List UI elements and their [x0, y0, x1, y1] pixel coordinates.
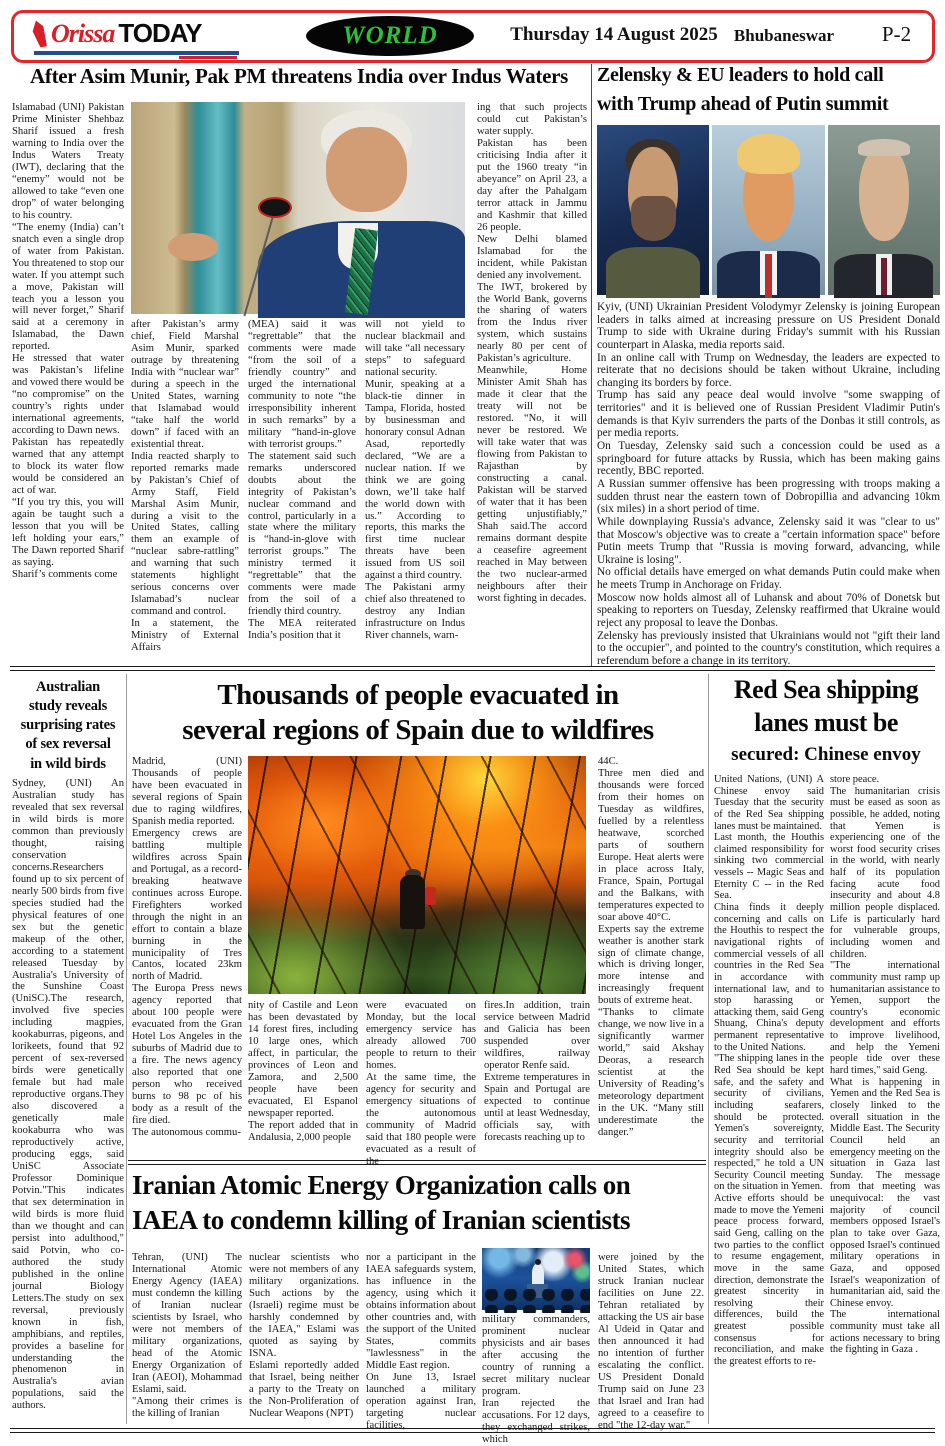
brand-name-italic: Orissa [51, 19, 115, 48]
page-number: P-2 [881, 22, 912, 46]
logo-underline [34, 51, 239, 55]
rule-bottom-section [10, 1428, 935, 1433]
logo-tagline-bar [179, 56, 237, 59]
audience-silhouettes [482, 1289, 590, 1313]
portrait-beard-shape [631, 196, 676, 240]
indus-column-1: Islamabad (UNI) Pakistan Prime Minister Shehbaz Sharif issued a fresh warning to India over the Indus Waters Treaty (IWT), declaring that the “enemy” would not be allowed to take “even one drop” of water belonging to his country. “The enemy (India) can’t snatch even a single drop of water from Pakistan. You threatened to stop our water. If you attempt such a move, Pakistan will teach you a lesson you will never forget,” Sharif said at a ceremony in Islamabad, the Dawn reported. He stressed that water was Pakistan’s lifeline and vowed there would be “no compromise” on the country’s rights under international agreements, according to Dawn news. Pakistan has repeatedly warned that any attempt to block its water flow would be considered an act of war. “If you try this, you will again be taught such a lesson that you will be left holding your ears,” The Dawn reported Sharif as saying. Sharif’s comments come [12, 102, 124, 580]
indus-column-2: after Pakistan’s army chief, Field Marshal Asim Munir, sparked outrage by threatening India with “nuclear war” during a speech in the United States, warning that Islamabad would “take half the world down” if faced with an existential threat. India reacted sharply to reported remarks made by Pakistan’s Chief of Army Staff, Field Marshal Asim Munir, during a visit to the United States, calling them an example of “nuclear sabre-rattling” and warning that such statements highlight serious concerns over Islamabad’s nuclear command and control. In a statement, the Ministry of External Affairs [131, 319, 239, 654]
redsea-subheadline: secured: Chinese envoy [731, 744, 921, 765]
masthead [11, 10, 935, 63]
portrait-hair-shape [737, 134, 800, 175]
microphone-icon [258, 197, 292, 218]
iran-column-5: were joined by the United States, which struck Iranian nuclear facilities on June 22. Tehran retaliated by attacking the US air base Al Udeid in Qatar and then announced it had no intention of further escalating the conflict. US President Donald Trump said on June 23 that Israel and Iran had agreed to a ceasefire to end "the 12-day war." [598, 1252, 704, 1431]
putin-portrait [828, 125, 940, 295]
zelensky-headline: Zelensky & EU leaders to hold call with Trump ahead of Putin summit [597, 64, 889, 115]
indus-column-3: (MEA) said it was “regrettable” that the comments were made “from the soil of a friendly country” and urged the international community to note “the irresponsibility inherent in such remarks” by a military “hand-in-glove with terrorist groups.” The statement said such remarks underscored doubts about the integrity of Pakistan’s nuclear command and control, particularly in a state where the military is “hand-in-glove with terrorist groups.” The ministry termed it “regrettable” that the comments were made from the soil of a friendly third country. The MEA reiterated India’s position that it [248, 319, 356, 642]
portrait-tie-shape [765, 254, 772, 298]
portrait-body-shape [606, 247, 700, 298]
spain-column-1: Madrid, (UNI) Thousands of people have been evacuated in several regions of Spain due to raging wildfires, Spanish media reported. Emergency crews are battling multiple wildfires across Spain and Portugal, as a record-breaking heatwave continues across Europe. Firefighters worked through the night in an effort to contain a blaze burning in the municipality of Tres Cantos, located 23km north of Madrid. The Europa Press news agency reported that about 100 people were evacuated from the Gran Hotel Los Angeles in the suburbs of Madrid due to a fire. The news agency also reported that one person who received burns to 98 pc of his body as a result of the fire died. The autonomous commu- [132, 756, 242, 1139]
divider-top-vertical [591, 64, 592, 666]
redsea-headline: Red Sea shipping lanes must be [733, 675, 919, 737]
zelensky-portrait [597, 125, 709, 295]
spain-column-5: 44C. Three men died and thousands were forced from their homes on Tuesday as wildfires, fuelled by a relentless heatwave, scorched parts of southern Europe. Heat alerts were in place across Italy, France, Spain, Portugal and the Balkans, with temperatures expected to soar above 40°C. Experts say the extreme weather is another stark sign of climate change, which is driving longer, more intense and increasingly frequent bouts of extreme heat. “Thanks to climate change, we now live in a significantly warmer world,” said Akshay Deoras, a research scientist at the University of Reading’s meteorology department in the UK. “Many still underestimate the danger.” [598, 756, 704, 1139]
portrait-face-shape [859, 145, 908, 240]
pak-pm-photo [131, 102, 465, 314]
feather-icon [28, 18, 51, 49]
zelensky-body: Kyiv, (UNI) Ukrainian President Volodymyr Zelensky is joining European leaders in talks aimed at increasing pressure on US President Donald Trump to side with Ukraine during Friday's summit with his Russian counterpart in Alaska, media reports said. In an online call with Trump on Wednesday, the leaders are expected to reiterate that no decisions should be taken without Ukraine, including changing its borders by force. Trump has said any peace deal would involve "some swapping of territories" and it is believed one of Russian President Vladimir Putin's demands is that Kyiv surrenders the parts of the Donbas it still controls, as per media reports. On Tuesday, Zelensky said such a concession could be used as a springboard for future attacks by Russia, which has been making gains recently, BBC reported. A Russian summer offensive has been progressing with troops making a sudden thrust near the eastern town of Dobropillia and advancing 10km (six miles) in a short period of time. While downplaying Russia's advance, Zelensky said it was "clear to us" that Moscow's objective was to create a "certain information space" before Putin meets Trump that "Russia is moving forward, advancing, while Ukraine is losing". No official details have emerged on what demands Putin could make when he meets Trump in Anchorage on Friday. Moscow now holds almost all of Luhansk and about 70% of Donetsk but speaking to reporters on Tuesday, Zelensky reaffirmed that Ukraine would reject any proposal to leave the Donbas. Zelensky has previously insisted that Ukrainians would not "gift their land to the occupier", and pointed to the country's constitution, which requires a referendum before a change in its territory. [597, 301, 940, 667]
leaders-photo [597, 125, 940, 295]
australia-body: Sydney, (UNI) An Australian study has revealed that sex reversal in wild birds is more common than previously thought, raising conservation concerns.Researchers found up to six percent of nearly 500 birds from five species studied had the physical features of one sex but the genetic makeup of the other, according to a statement released Tuesday by Australia's University of the Sunshine Coast (UniSC).The research, involved five species including magpies, kookaburras, pigeons, and lorikeets, found that 92 percent of sex-reversed birds were genetically female but had male reproductive organs.They also discovered a genetically male kookaburra who was reproductively active, producing eggs, said UniSC Associate Professor Dominique Potvin."This indicates that sex determination in wild birds is more fluid than we thought and can persist into adulthood," said Potvin, who co-authored the study published in the online journal Biology Letters.The study on sex reversal, previously known in fish, amphibians, and reptiles, provides a baseline for understanding the phenomenon in Australia's avian populations, said the authors. [12, 778, 124, 1412]
firefighter-silhouette [400, 875, 425, 929]
brand-name-bold: TODAY [118, 18, 202, 48]
edition-date: Thursday 14 August 2025 [510, 24, 718, 45]
photo-hand-shape [168, 233, 218, 261]
firefighter-pack-shape [425, 887, 436, 905]
portrait-hair-shape [858, 139, 910, 156]
redsea-column-1: United Nations, (UNI) A Chinese envoy said Tuesday that the security of the Red Sea shipping lanes must be maintained. Last month, the Houthis claimed responsibility for sinking two commercial vessels -- Magic Seas and Eternity C -- in the Red Sea. China finds it deeply concerning and calls on the Houthis to respect the navigational rights of commercial vessels of all countries in the Red Sea in accordance with international law, and to stop harassing or attacking them, said Geng Shuang, China's deputy permanent representative to the United Nations. "The shipping lanes in the Red Sea should be kept safe, and the safety and security of civilians, including seafarers, should be protected. Yemen's sovereignty, security and territorial integrity should also be respected," he told a UN Security Council meeting on the situation in Yemen. Active efforts should be made to move the Yemeni peace process forward, said Geng, calling on the two parties to the conflict to resume engagement, move in the same direction, demonstrate the greatest sincerity in resolving their differences, build the greatest possible consensus for reconciliation, and make the greatest efforts to re- [714, 774, 824, 1368]
wildfire-photo [248, 756, 586, 994]
spain-column-4: fires.In addition, train service between Madrid and Galicia has been suspended over wildfires, railway operator Renfe said. Extreme temperatures in Spain and Portugal are expected to continue until at least Wednesday, officials say, with forecasts reaching up to [484, 1000, 590, 1143]
iran-column-3: nor a participant in the IAEA safeguards system, has influence in the agency, using which it obtains information about other countries and, with the support of the United States, commits "lawlessness" in the Middle East region. On June 13, Israel launched a military operation against Iran, targeting nuclear facilities, [366, 1252, 476, 1431]
redsea-column-2: store peace. The humanitarian crisis must be eased as soon as possible, he added, noting that Yemen is experiencing one of the worst food security crises in the world, with nearly half of its population facing acute food insecurity and about 4.8 million people displaced. Life is particularly hard for vulnerable groups, including women and children. "The international community must ramp up humanitarian assistance to Yemen, support the country's economic development and efforts to improve livelihood, and help the Yemeni people tide over these hard times," said Geng. What is happening in Yemen and the Red Sea is closely linked to the overall situation in the Middle East. The Security Council held an emergency meeting on the situation in Gaza last Sunday. The message from that meeting was unequivocal: the vast majority of council members opposed Israel's plan to take over Gaza, opposed Israel's continued military operations in Gaza, and opposed Israel's weaponization of humanitarian aid, said the Chinese envoy. The international community must take all actions necessary to bring the fighting in Gaza . [830, 774, 940, 1356]
trump-portrait [712, 125, 824, 295]
photo-face-shape [326, 127, 406, 212]
iran-headline: Iranian Atomic Energy Organization calls on IAEA to condemn killing of Iranian scientists [132, 1170, 631, 1236]
divider-right-vertical [708, 674, 709, 1424]
divider-left-vertical [126, 674, 127, 1424]
iran-conference-photo [482, 1248, 590, 1310]
edition-city: Bhubaneswar [733, 26, 835, 45]
brand-logo [32, 18, 202, 52]
spain-column-3: were evacuated on Monday, but the local emergency service has already allowed 700 people to return to their homes. At the same time, the agency for security and emergency situations of the autonomous community of Madrid said that 180 people were evacuated as a result of the [366, 1000, 476, 1167]
portrait-tie-shape [881, 258, 887, 295]
rule-mid-section [128, 1160, 706, 1165]
iran-column-1: Tehran, (UNI) The International Atomic Energy Agency (IAEA) must condemn the killing of Iranian nuclear scientists by Israel, who were not members of military organizations, head of the Atomic Energy Organization of Iran (AEOI), Mohammad Eslami, said. "Among their crimes is the killing of Iranian [132, 1252, 242, 1419]
iran-column-2: nuclear scientists who were not members of any military organizations. Such actions by the (Israeli) regime must be harshly condemned by the IAEA," Eslami was quoted as saying by ISNA. Eslami reportedly added that Israel, being neither a party to the Treaty on the Non-Proliferation of Nuclear Weapons (NPT) [249, 1252, 359, 1419]
indus-column-4: will not yield to nuclear blackmail and will take “all necessary steps” to safeguard national security. Munir, speaking at a black-tie dinner in Tampa, Florida, hosted by businessman and honorary consul Adnan Asad, reportedly declared, “We are a nuclear nation. If we think we are going down, we’ll take half the world down with us.” According to reports, this marks the first time nuclear threats have been issued from US soil against a third country. The Pakistani army chief also threatened to destroy any Indian infrastructure on Indus River channels, warn- [365, 319, 465, 642]
spain-headline: Thousands of people evacuated in several regions of Spain due to wildfires [182, 679, 654, 746]
iran-column-4: military commanders, prominent nuclear physicists and air bases after accusing the country of running a secret military nuclear program. Iran rejected the accusations. For 12 days, they exchanged strikes, which [482, 1314, 590, 1445]
section-badge-label: WORLD [342, 22, 438, 49]
spain-column-2: nity of Castile and Leon has been devastated by 14 forest fires, including 10 large ones, which affect, in particular, the provinces of Leon and Zamora, and 2,500 people have been evacuated, El Espanol newspaper reported. The report added that in Andalusia, 2,000 people [248, 1000, 358, 1143]
rule-top-section [10, 666, 935, 671]
section-badge [306, 16, 474, 56]
indus-headline: After Asim Munir, Pak PM threatens India over Indus Waters [30, 64, 568, 88]
australia-headline: Australian study reveals surprising rates of sex reversal in wild birds [20, 679, 116, 772]
indus-column-5: ing that such projects could cut Pakistan’s water supply. Pakistan has been criticising India after it put the 1960 treaty “in abeyance” on April 23, a day after the Pahalgam terror attack in Jammu and Kashmir that killed 26 people. New Delhi blamed Islamabad for the incident, while Pakistan denied any involvement. The IWT, brokered by the World Bank, governs the sharing of waters from the Indus river system, which sustains nearly 80 per cent of Pakistan’s agriculture. Meanwhile, Home Minister Amit Shah has made it clear that the treaty will not be restored. “No, it will never be restored. We will take water that was flowing from Pakistan to Rajasthan by constructing a canal. Pakistan will be starved of water that it has been getting unjustifiably,” Shah said.The accord remains dormant despite a ceasefire agreement reached in May between the two nuclear-armed neighbours after their worst fighting in decades. [477, 102, 587, 604]
